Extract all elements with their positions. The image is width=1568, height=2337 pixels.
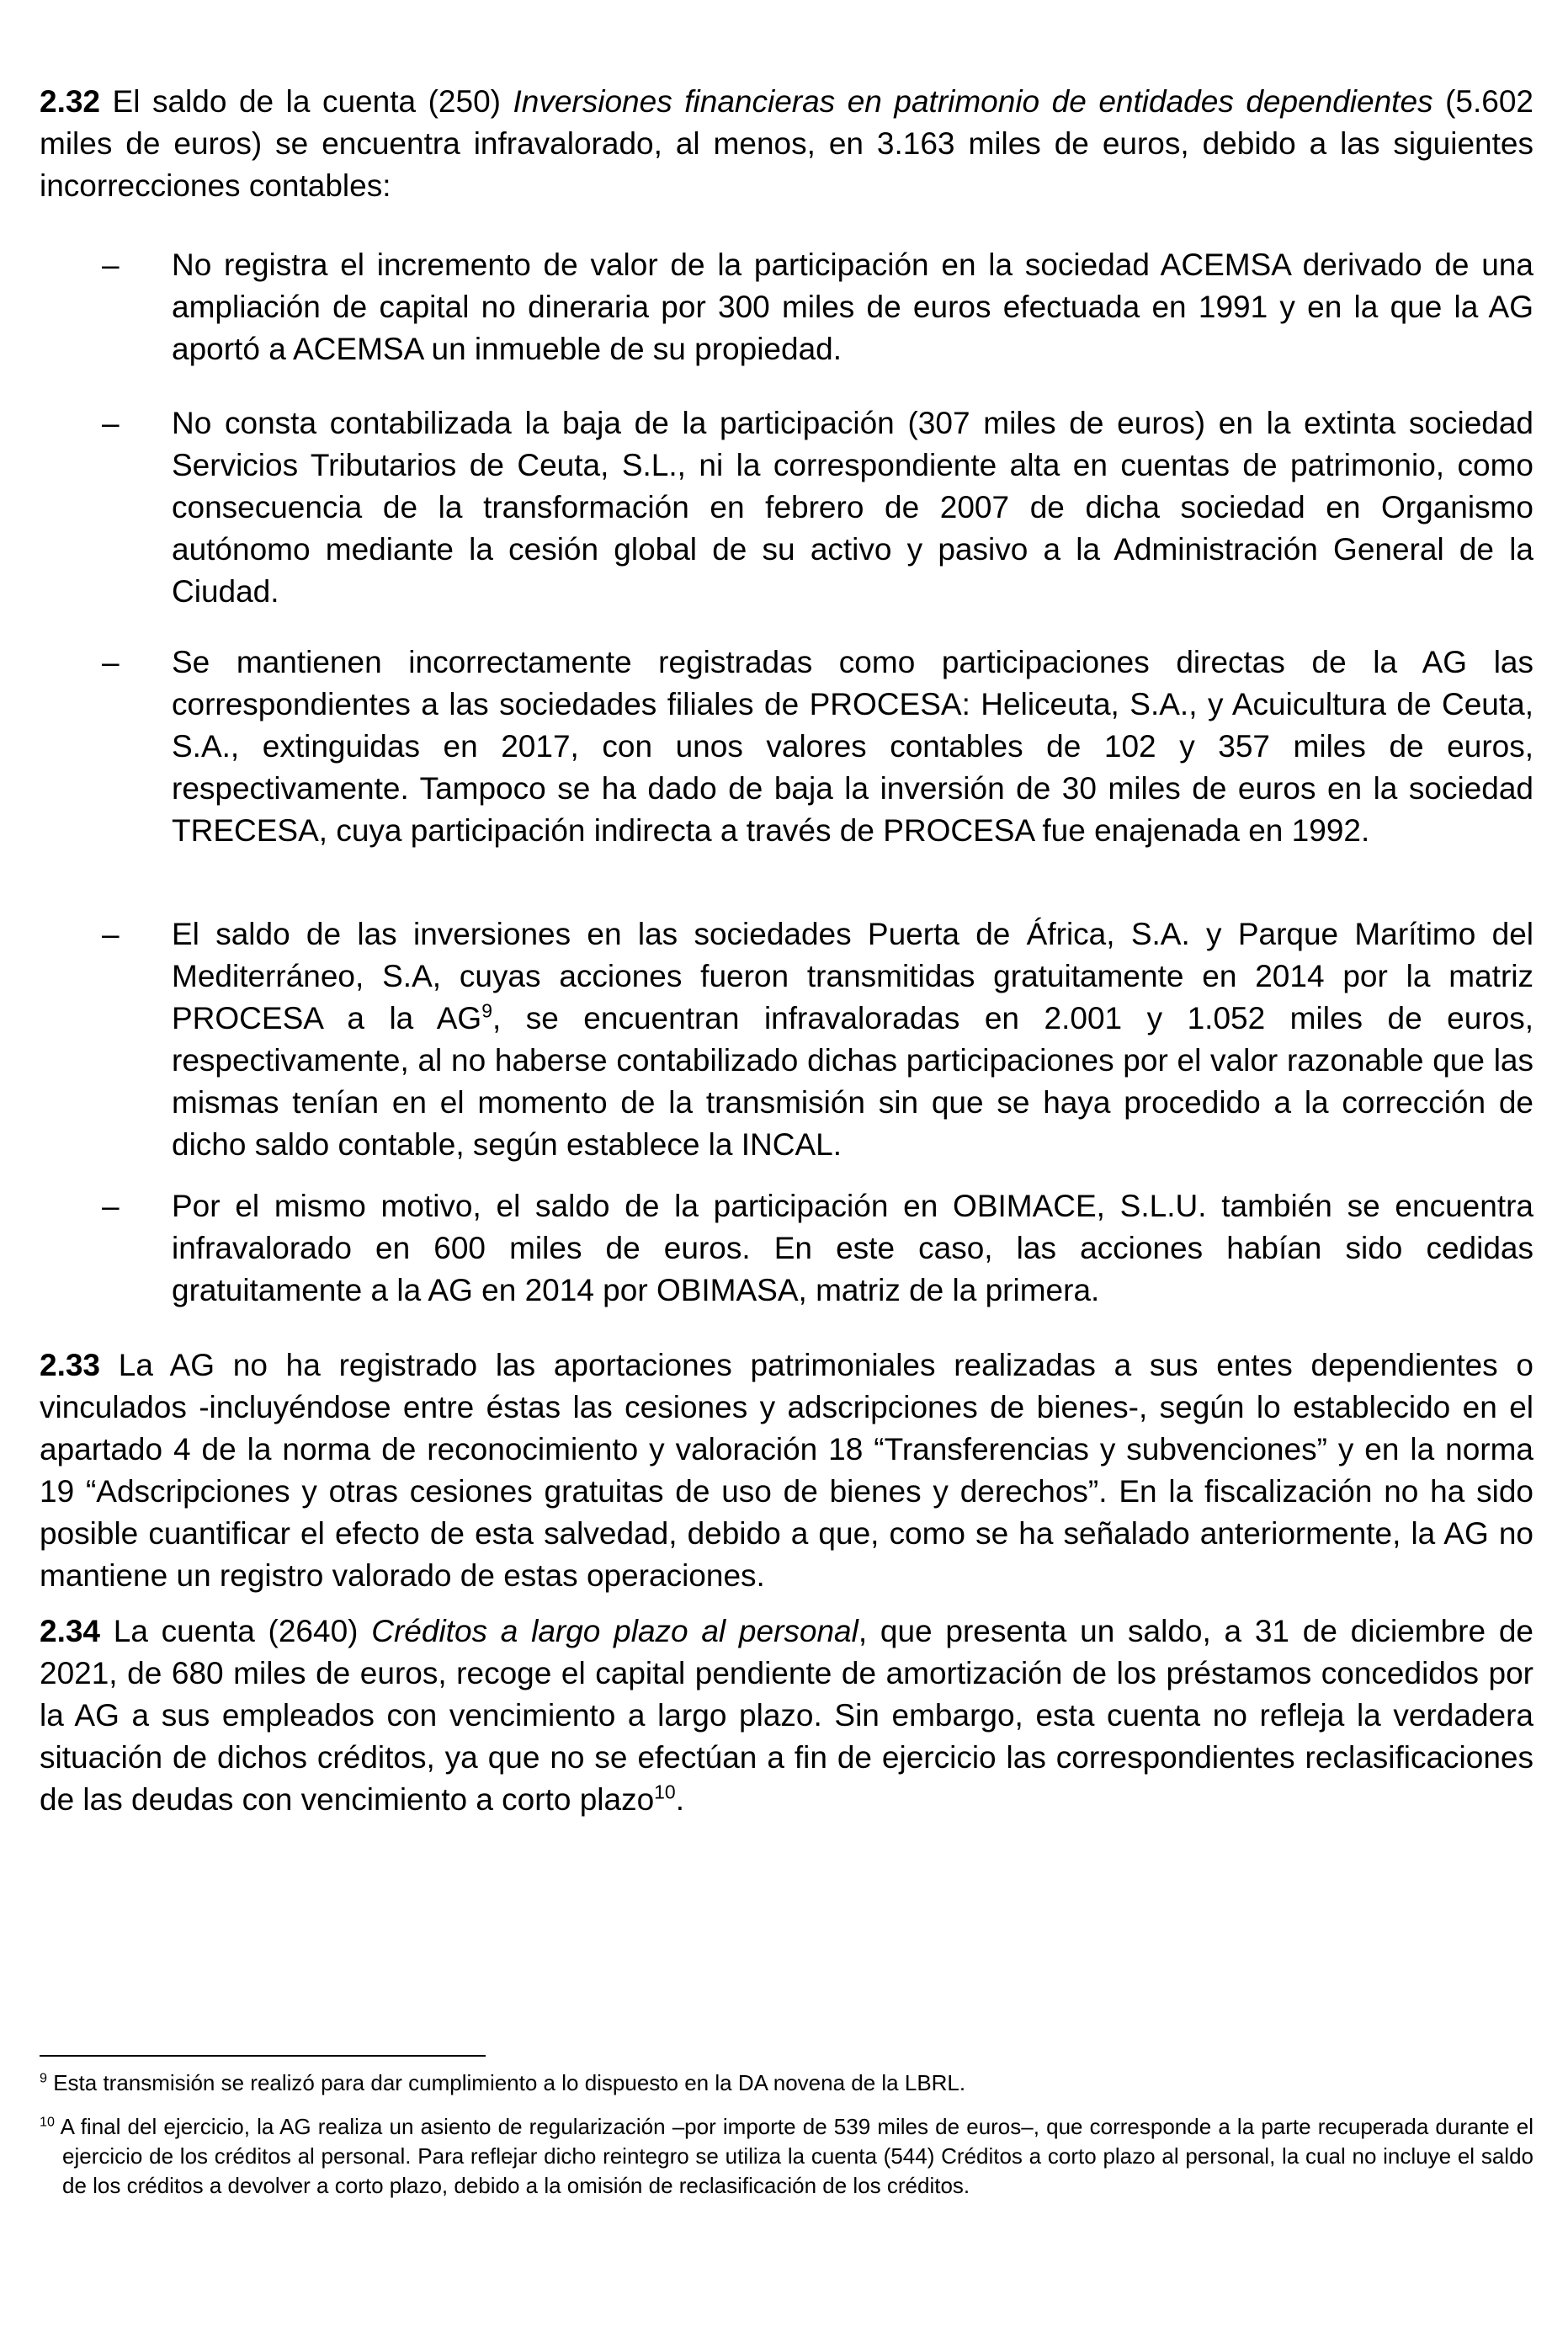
list-item-text: Por el mismo motivo, el saldo de la participación en OBIMACE, S.L.U. también se encuentra infravalorado en 600 miles de euros. En este caso, las acciones habían sido cedidas gratuitamente a la AG en 2014 por OBIMASA, matriz de la primera. xyxy=(172,1189,1533,1307)
account-name: Créditos a largo plazo al personal xyxy=(371,1614,858,1648)
paragraph-text: La cuenta (2640) xyxy=(100,1614,372,1648)
paragraph-text: La AG no ha registrado las aportaciones patrimoniales realizadas a sus entes dependientes o vinculados -incluyéndose entre éstas las cesiones y adscripciones de bienes-, según lo establecido en el apartado 4 de la norma de reconocimiento y valoración 18 “Transferencias y subvenciones” y en la norma 19 “Adscripciones y otras cesiones gratuitas de uso de bienes y derechos”. En la fiscalización no ha sido posible cuantificar el efecto de esta salvedad, debido a que, como se ha señalado anteriormente, la AG no mantiene un registro valorado de estas operaciones. xyxy=(40,1348,1533,1593)
dash-bullet: – xyxy=(102,248,120,282)
paragraph-text: El saldo de la cuenta (250) xyxy=(100,84,513,119)
footnote-9 xyxy=(40,2068,1533,2098)
paragraph-text: . xyxy=(675,1782,684,1817)
list-item xyxy=(40,244,1533,370)
footnote-number: 10 xyxy=(40,2114,55,2130)
paragraph-text: , que presenta un saldo, a 31 de diciembre de 2021, de 680 miles de euros, recoge el capital pendiente de amortización de los préstamos concedidos por la AG a sus empleados con vencimiento a largo plazo. Sin embargo, esta cuenta no refleja la verdadera situación de dichos créditos, ya que no se efectúan a fin de ejercicio las correspondientes reclasificaciones de las deudas con vencimiento a corto plazo xyxy=(40,1614,1533,1817)
footnote-number: 9 xyxy=(40,2070,47,2086)
list-item xyxy=(40,641,1533,852)
dash-bullet: – xyxy=(102,1189,120,1223)
account-name: Inversiones financieras en patrimonio de entidades dependientes xyxy=(513,84,1433,119)
list-item-text: No consta contabilizada la baja de la participación (307 miles de euros) en la extinta sociedad Servicios Tributarios de Ceuta, S.L., ni la correspondiente alta en cuentas de patrimonio, como consecuencia de la transformación en febrero de 2007 de dicha sociedad en Organismo autónomo mediante la cesión global de su activo y pasivo a la Administración General de la Ciudad. xyxy=(172,406,1533,609)
list-item-text: No registra el incremento de valor de la participación en la sociedad ACEMSA derivado de una ampliación de capital no dineraria por 300 miles de euros efectuada en 1991 y en la que la AG aportó a ACEMSA un inmueble de su propiedad. xyxy=(172,248,1533,366)
list-item xyxy=(40,402,1533,613)
list-item-text: El saldo de las inversiones en las sociedades Puerta de África, S.A. y Parque Marítimo del Mediterráneo, S.A, cuyas acciones fueron transmitidas gratuitamente en 2014 por la matriz PROCESA a la AG xyxy=(172,917,1533,1035)
footnote-text: Esta transmisión se realizó para dar cumplimiento a lo dispuesto en la DA novena de la LBRL. xyxy=(46,2070,966,2095)
list-item xyxy=(40,1185,1533,1312)
footnote-separator xyxy=(40,2055,486,2057)
footnote-ref[interactable]: 10 xyxy=(654,1781,676,1803)
paragraph-2-32 xyxy=(40,81,1533,207)
dash-bullet: – xyxy=(102,406,120,440)
paragraph-2-33 xyxy=(40,1344,1533,1597)
footnote-text: A final del ejercicio, la AG realiza un asiento de regularización –por importe de 539 miles de euros–, que corresponde a la parte recuperada durante el ejercicio de los créditos al personal. Para reflejar dicho reintegro se utiliza la cuenta (544) Créditos a corto plazo al personal, la cual no incluye el saldo de los créditos a devolver a corto plazo, debido a la omisión de reclasificación de los créditos. xyxy=(54,2114,1533,2198)
paragraph-number: 2.32 xyxy=(40,84,101,119)
paragraph-2-34 xyxy=(40,1610,1533,1821)
dash-bullet: – xyxy=(102,645,120,679)
paragraph-text: (5.602 miles de euros) se encuentra infravalorado, al menos, en 3.163 miles de euros, debido a las siguientes incorrecciones contables: xyxy=(40,84,1533,203)
footnote-ref[interactable]: 9 xyxy=(481,999,492,1022)
footnote-10 xyxy=(40,2112,1533,2201)
paragraph-number: 2.33 xyxy=(40,1348,101,1382)
list-item-text: , se encuentran infravaloradas en 2.001 y 1.052 miles de euros, respectivamente, al no haberse contabilizado dichas participaciones por el valor razonable que las mismas tenían en el momento de la transmisión sin que se haya procedido a la corrección de dicho saldo contable, según establece la INCAL. xyxy=(172,1001,1533,1162)
list-item xyxy=(40,913,1533,1166)
list-item-text: Se mantienen incorrectamente registradas como participaciones directas de la AG las correspondientes a las sociedades filiales de PROCESA: Heliceuta, S.A., y Acuicultura de Ceuta, S.A., extinguidas en 2017, con unos valores contables de 102 y 357 miles de euros, respectivamente. Tampoco se ha dado de baja la inversión de 30 miles de euros en la sociedad TRECESA, cuya participación indirecta a través de PROCESA fue enajenada en 1992. xyxy=(172,645,1533,848)
paragraph-number: 2.34 xyxy=(40,1614,101,1648)
dash-bullet: – xyxy=(102,917,120,951)
